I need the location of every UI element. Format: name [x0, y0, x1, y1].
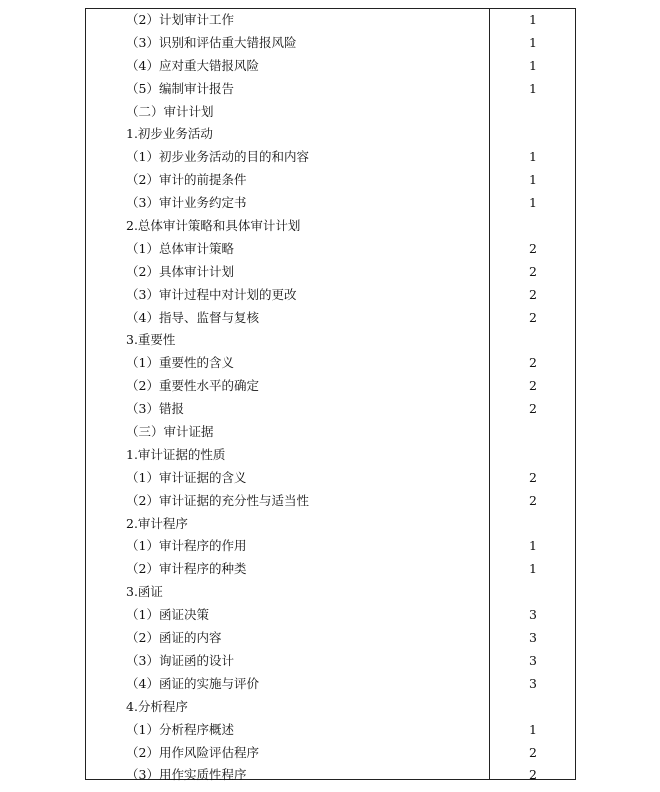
row-topic: 2.审计程序	[126, 515, 188, 531]
table-row	[86, 352, 575, 375]
row-hours: 3	[529, 607, 537, 623]
table-row	[86, 421, 575, 444]
table-row	[86, 284, 575, 307]
row-topic: （1）函证决策	[126, 607, 209, 623]
table-row	[86, 581, 575, 604]
row-topic: （1）审计程序的作用	[126, 538, 247, 554]
row-topic: （2）函证的内容	[126, 630, 222, 646]
row-topic: （3）审计业务约定书	[126, 195, 247, 211]
row-topic: （5）编制审计报告	[126, 80, 234, 96]
row-hours: 2	[529, 240, 537, 256]
row-topic: 1.初步业务活动	[126, 126, 213, 142]
row-hours: 2	[529, 401, 537, 417]
table-row	[86, 398, 575, 421]
row-topic: （2）重要性水平的确定	[126, 378, 259, 394]
row-topic: （2）具体审计计划	[126, 263, 234, 279]
row-topic: 4.分析程序	[126, 698, 188, 714]
table-row	[86, 627, 575, 650]
table-row	[86, 238, 575, 261]
row-topic: （4）函证的实施与评价	[126, 675, 259, 691]
row-topic: （1）分析程序概述	[126, 721, 234, 737]
table-row	[86, 742, 575, 765]
table-rows	[86, 9, 575, 787]
table-row	[86, 261, 575, 284]
table-row	[86, 101, 575, 124]
table-row	[86, 146, 575, 169]
row-topic: 1.审计证据的性质	[126, 446, 226, 462]
table-row	[86, 673, 575, 696]
row-hours: 1	[529, 34, 537, 50]
table-row	[86, 467, 575, 490]
row-topic: 3.重要性	[126, 332, 176, 348]
row-hours: 1	[529, 172, 537, 188]
row-topic: （4）指导、监督与复核	[126, 309, 259, 325]
row-topic: （1）审计证据的含义	[126, 469, 247, 485]
row-topic: （二）审计计划	[126, 103, 214, 119]
table-row	[86, 444, 575, 467]
row-topic: （2）用作风险评估程序	[126, 744, 259, 760]
row-hours: 1	[529, 538, 537, 554]
row-hours: 1	[529, 561, 537, 577]
row-hours: 1	[529, 12, 537, 27]
row-hours: 1	[529, 149, 537, 165]
table-row	[86, 604, 575, 627]
table-row	[86, 764, 575, 787]
table-row	[86, 535, 575, 558]
row-hours: 2	[529, 355, 537, 371]
table-row	[86, 215, 575, 238]
row-hours: 2	[529, 309, 537, 325]
row-topic: （三）审计证据	[126, 424, 214, 440]
table-row	[86, 650, 575, 673]
table-row	[86, 696, 575, 719]
row-topic: （3）审计过程中对计划的更改	[126, 286, 297, 302]
row-hours: 2	[529, 263, 537, 279]
table-row	[86, 78, 575, 101]
row-topic: （2）审计程序的种类	[126, 561, 247, 577]
row-hours: 2	[529, 469, 537, 485]
table-row	[86, 307, 575, 330]
row-hours: 3	[529, 675, 537, 691]
row-topic: （3）用作实质性程序	[126, 767, 247, 783]
row-hours: 1	[529, 57, 537, 73]
table-row	[86, 32, 575, 55]
row-hours: 1	[529, 195, 537, 211]
row-topic: （2）审计证据的充分性与适当性	[126, 492, 309, 508]
row-topic: （4）应对重大错报风险	[126, 57, 259, 73]
table-row	[86, 192, 575, 215]
row-hours: 2	[529, 492, 537, 508]
table-row	[86, 558, 575, 581]
row-hours: 2	[529, 744, 537, 760]
table-row	[86, 490, 575, 513]
row-topic: 2.总体审计策略和具体审计计划	[126, 218, 301, 234]
table-row	[86, 329, 575, 352]
table-row	[86, 719, 575, 742]
row-topic: （2）计划审计工作	[126, 12, 234, 27]
row-topic: （3）错报	[126, 401, 184, 417]
row-hours: 2	[529, 767, 537, 783]
row-hours: 2	[529, 378, 537, 394]
row-hours: 3	[529, 630, 537, 646]
table-row	[86, 55, 575, 78]
table-row	[86, 123, 575, 146]
row-topic: （1）重要性的含义	[126, 355, 234, 371]
row-topic: （1）初步业务活动的目的和内容	[126, 149, 309, 165]
row-topic: （1）总体审计策略	[126, 240, 234, 256]
table-row	[86, 9, 575, 32]
row-topic: （3）询证函的设计	[126, 652, 234, 668]
table-row	[86, 513, 575, 536]
syllabus-table	[85, 8, 576, 783]
row-hours: 1	[529, 721, 537, 737]
table-row	[86, 375, 575, 398]
row-hours: 2	[529, 286, 537, 302]
row-hours: 1	[529, 80, 537, 96]
row-topic: 3.函证	[126, 584, 163, 600]
row-hours: 3	[529, 652, 537, 668]
row-topic: （2）审计的前提条件	[126, 172, 247, 188]
row-topic: （3）识别和评估重大错报风险	[126, 34, 297, 50]
table-row	[86, 169, 575, 192]
